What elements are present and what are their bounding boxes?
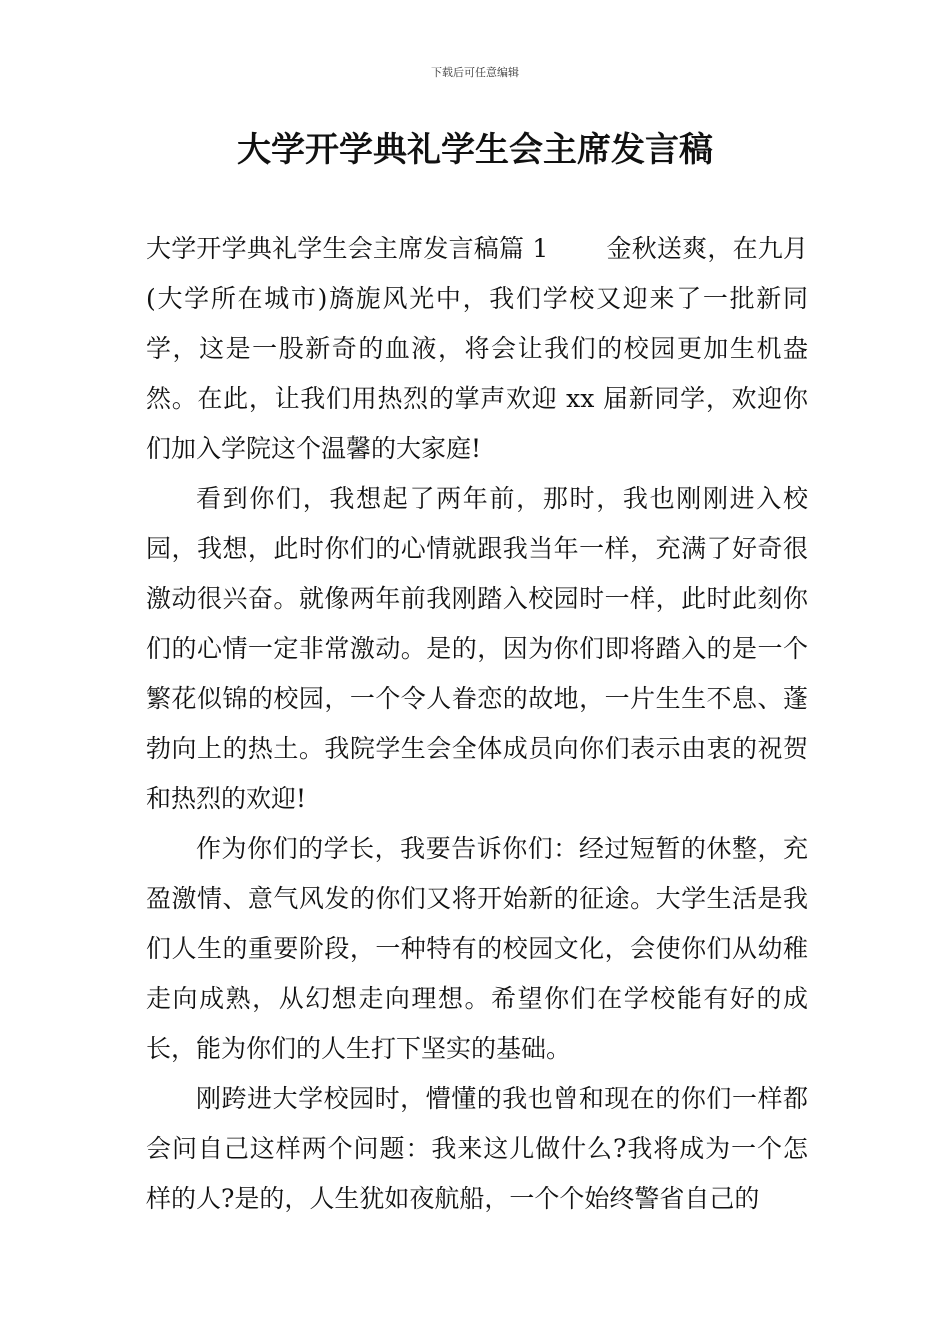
- paragraph-text: 金秋送爽，在九月(大学所在城市)旖旎风光中，我们学校又迎来了一批新同学，这是一股新奇的血液，将会让我们的校园更加生机盎然。在此，让我们用热烈的掌声欢迎 xx 届新同学，欢迎你们加入学院这个温馨的大家庭!: [146, 234, 808, 463]
- paragraph-4: 刚跨进大学校园时，懵懂的我也曾和现在的你们一样都会问自己这样两个问题：我来这儿做什么?我将成为一个怎样的人?是的，人生犹如夜航船，一个个始终警省自己的: [146, 1084, 808, 1213]
- document-body: [146, 224, 808, 1224]
- section-label: 大学开学典礼学生会主席发言稿篇 1: [146, 234, 549, 263]
- paragraph-1: [146, 224, 808, 474]
- paragraph-3: 作为你们的学长，我要告诉你们：经过短暂的休整，充盈激情、意气风发的你们又将开始新的征途。大学生活是我们人生的重要阶段，一种特有的校园文化，会使你们从幼稚走向成熟，从幻想走向理想。希望你们在学校能有好的成长，能为你们的人生打下坚实的基础。: [146, 834, 808, 1063]
- header-note: 下载后可任意编辑: [431, 66, 519, 79]
- document-title: 大学开学典礼学生会主席发言稿: [237, 130, 713, 170]
- paragraph-2: 看到你们，我想起了两年前，那时，我也刚刚进入校园，我想，此时你们的心情就跟我当年一样，充满了好奇很激动很兴奋。就像两年前我刚踏入校园时一样，此时此刻你们的心情一定非常激动。是的，因为你们即将踏入的是一个繁花似锦的校园，一个令人眷恋的故地，一片生生不息、蓬勃向上的热土。我院学生会全体成员向你们表示由衷的祝贺和热烈的欢迎!: [146, 484, 808, 813]
